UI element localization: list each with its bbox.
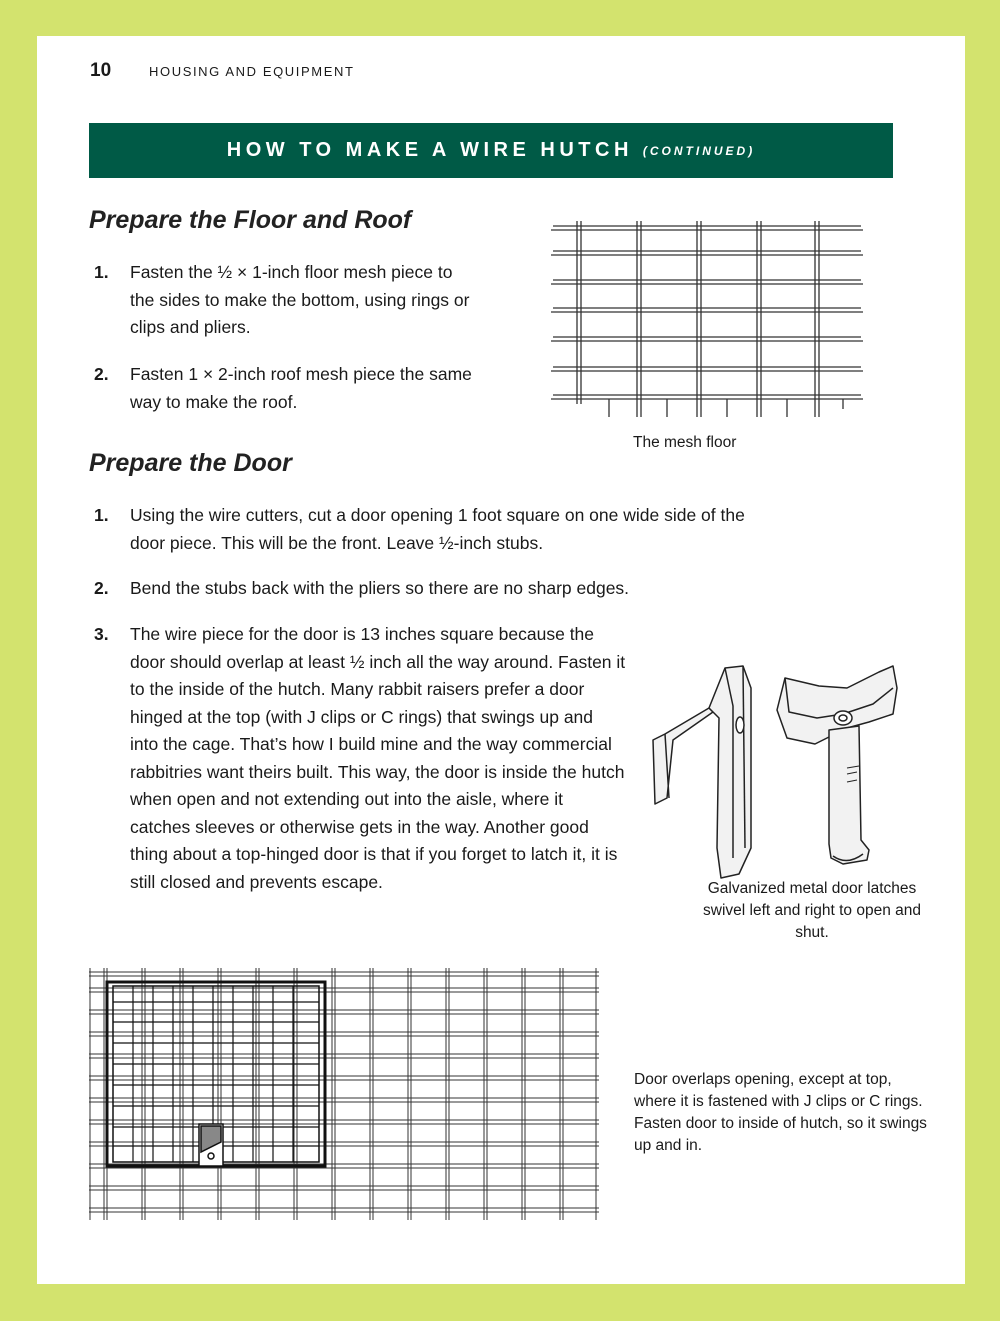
mesh-floor-illustration <box>547 219 867 424</box>
step-number: 1. <box>94 262 109 282</box>
mesh-floor-caption: The mesh floor <box>633 434 737 451</box>
page <box>37 36 965 1284</box>
door-panel-illustration <box>87 966 602 1224</box>
banner-subtitle: (CONTINUED) <box>642 143 756 158</box>
floor-step-1 <box>94 259 474 342</box>
door-step-1 <box>94 502 784 557</box>
step-number: 1. <box>94 505 109 525</box>
step-text: The wire piece for the door is 13 inches square because the door should overlap at least ½ inch all the way around. Fasten it to the inside of the hutch. Many rabbit raisers prefer a door hinged at the top (with J clips or C rings) that swings up and into the cage. That’s how I build mine and the way commercial rabbitries want theirs built. This way, the door is inside the hutch when open and not extending out into the aisle, where it catches sleeves or otherwise gets in the way. Another good thing about a top-hinged door is that if you forget to latch it, it is still closed and prevents escape. <box>130 624 626 892</box>
step-number: 3. <box>94 624 109 644</box>
step-number: 2. <box>94 578 109 598</box>
step-text: Using the wire cutters, cut a door opening 1 foot square on one wide side of the door piece. This will be the front. Leave ½-inch stubs. <box>130 505 745 553</box>
door-step-2 <box>94 575 784 603</box>
door-latch-illustration <box>647 648 932 880</box>
step-text: Fasten the ½ × 1-inch floor mesh piece to the sides to make the bottom, using rings or clips and pliers. <box>130 262 470 337</box>
floor-roof-heading: Prepare the Floor and Roof <box>89 206 412 234</box>
running-header: HOUSING AND EQUIPMENT <box>149 64 355 79</box>
door-latch-caption: Galvanized metal door latches swivel left and right to open and shut. <box>703 880 921 941</box>
door-step-3 <box>94 621 626 896</box>
step-text: Bend the stubs back with the pliers so there are no sharp edges. <box>130 578 630 598</box>
door-panel-caption: Door overlaps opening, except at top, where it is fastened with J clips or C rings. Fasten door to inside of hutch, so it swings up and in. <box>634 1071 927 1154</box>
section-banner <box>89 123 893 178</box>
step-number: 2. <box>94 364 109 384</box>
floor-step-2 <box>94 361 474 416</box>
banner-title: HOW TO MAKE A WIRE HUTCH <box>226 139 633 161</box>
step-text: Fasten 1 × 2-inch roof mesh piece the same way to make the roof. <box>130 364 472 412</box>
page-number: 10 <box>90 60 112 81</box>
door-heading: Prepare the Door <box>89 449 292 477</box>
